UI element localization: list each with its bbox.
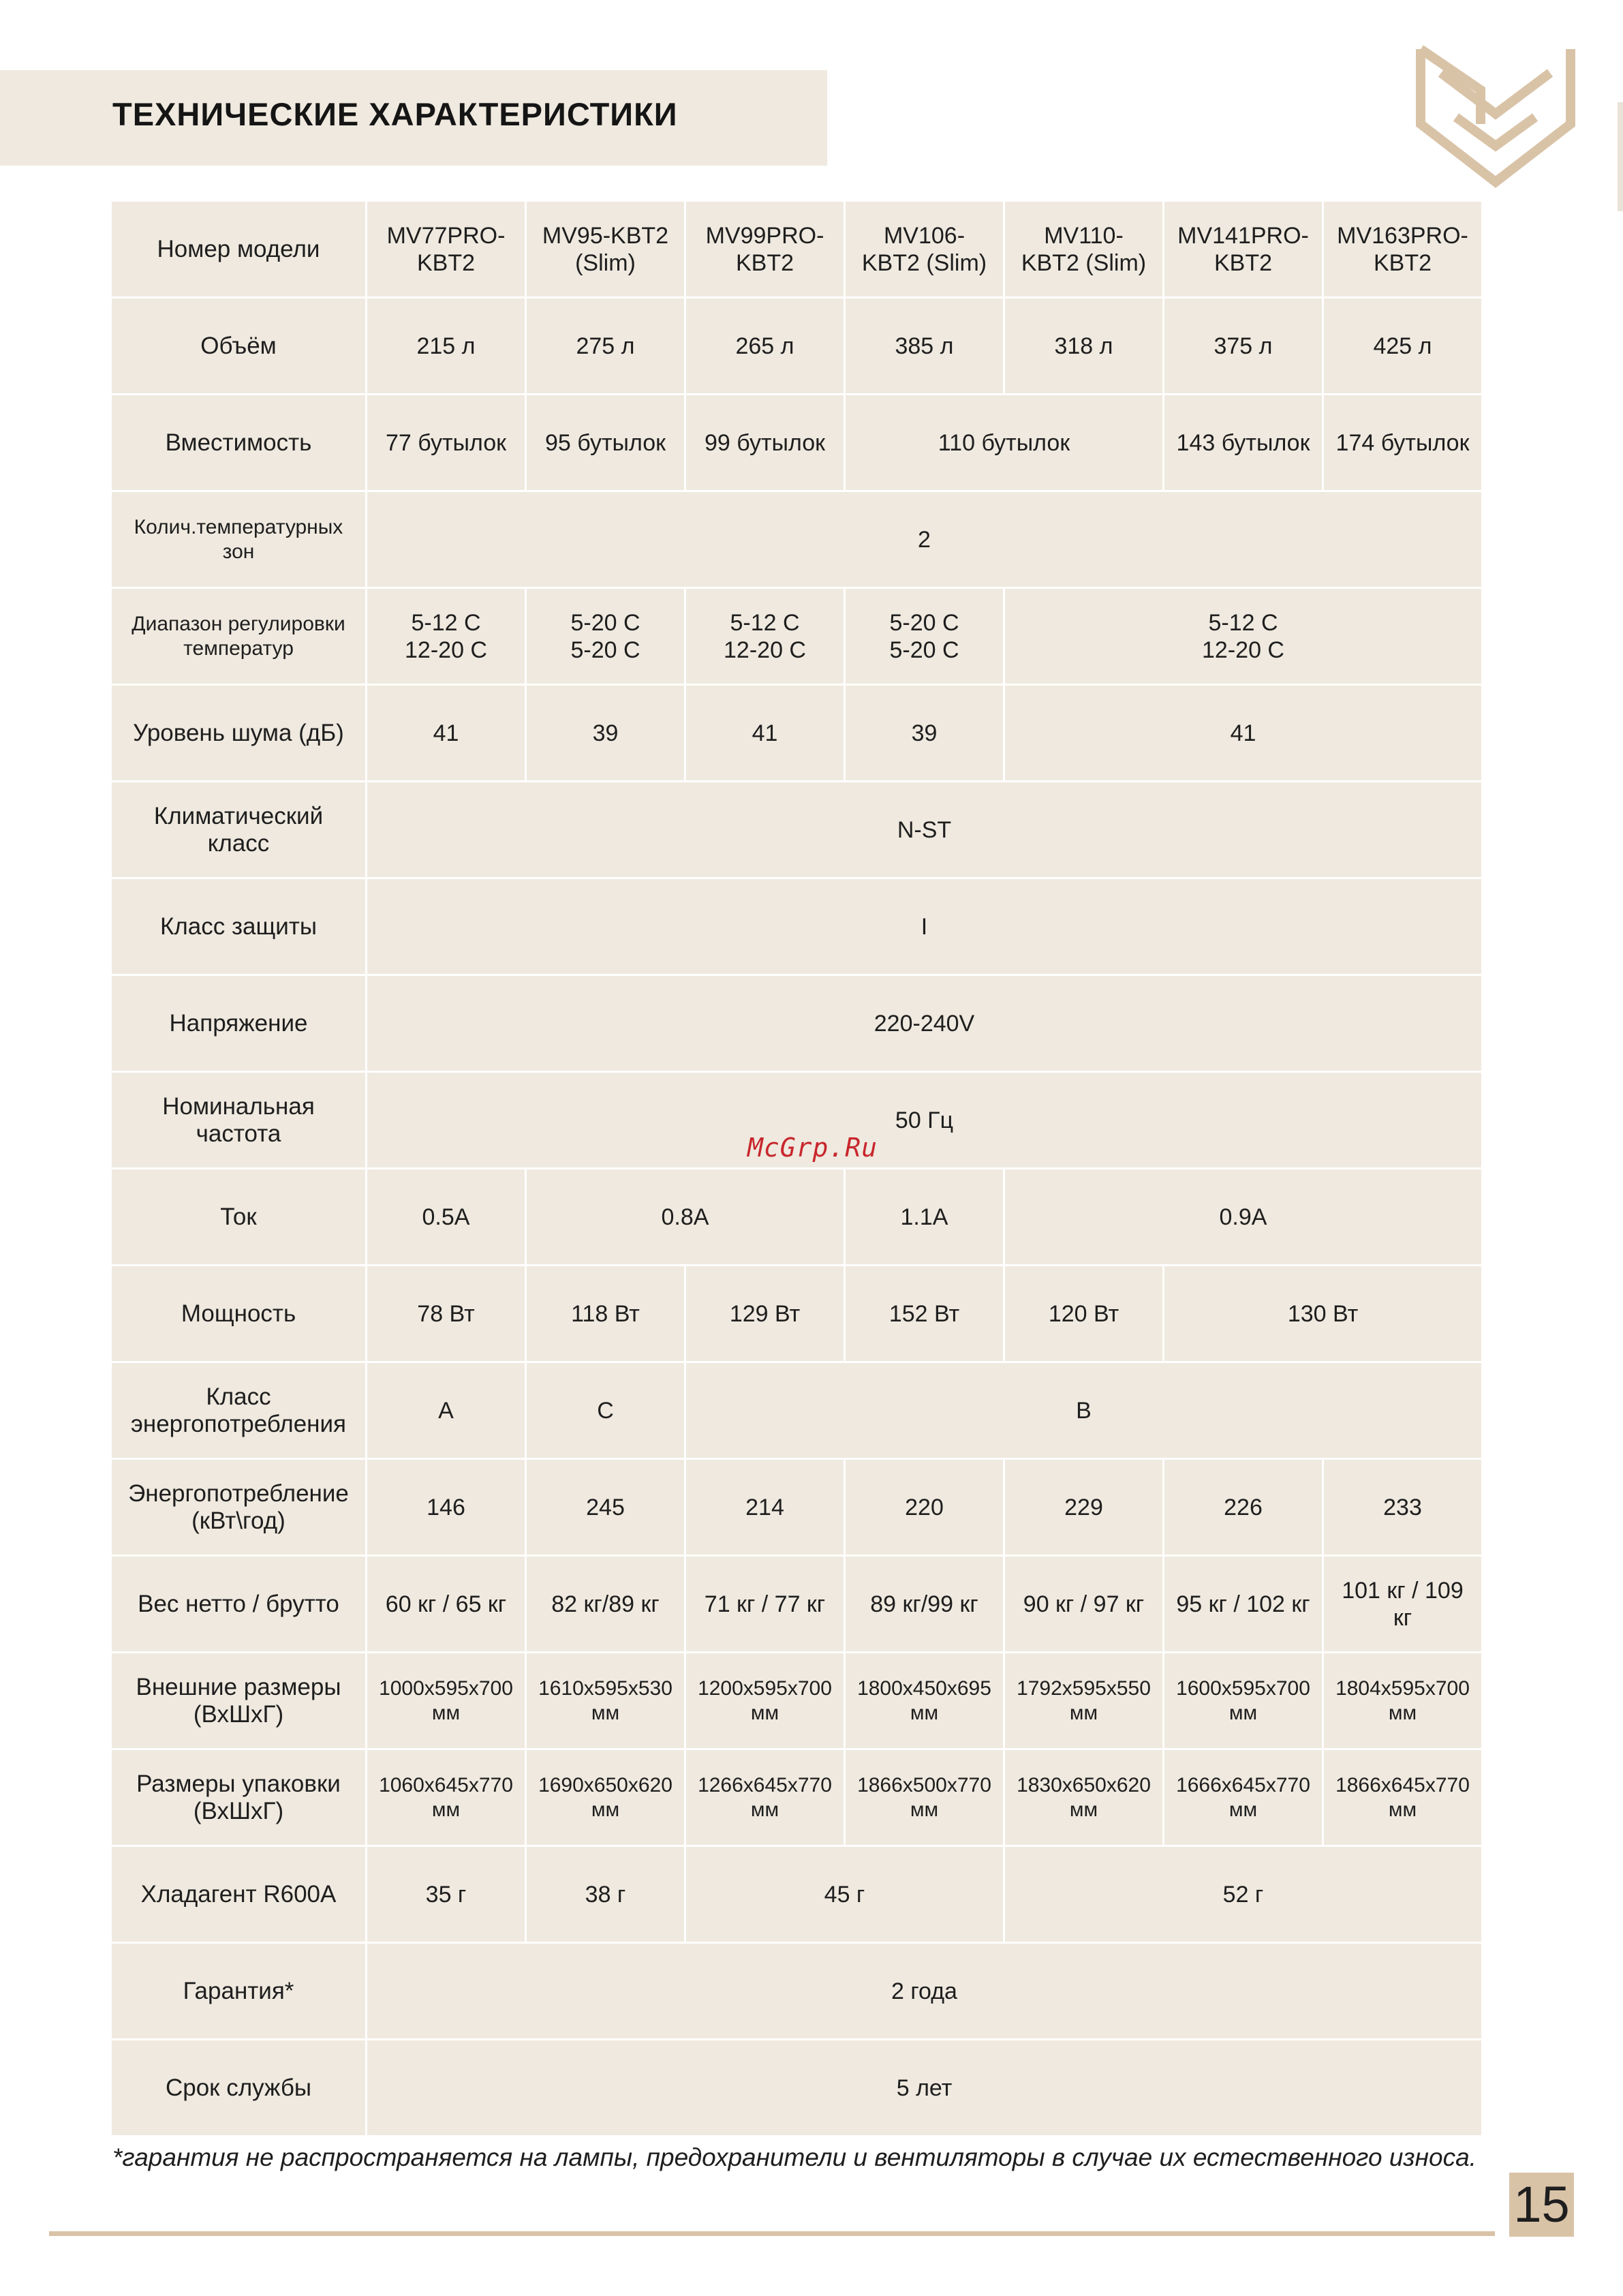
- row-label: Диапазон регулировки температур: [111, 588, 367, 685]
- cell-noise: 41: [685, 685, 845, 782]
- cell-dimensions: 1792x595x550 мм: [1004, 1653, 1164, 1749]
- cell-model: MV110- KBT2 (Slim): [1004, 201, 1164, 298]
- row-climate-class: [111, 782, 1483, 878]
- cell-temp-range: 5-12 C 12-20 C: [1004, 588, 1483, 685]
- row-dimensions: [111, 1653, 1483, 1749]
- cell-package: 1266x645x770 мм: [685, 1749, 845, 1846]
- cell-current: 1.1A: [845, 1169, 1004, 1266]
- cell-temp-range: 5-20 C 5-20 C: [526, 588, 685, 685]
- page-title: ТЕХНИЧЕСКИЕ ХАРАКТЕРИСТИКИ: [112, 96, 678, 132]
- cell-package: 1690x650x620 мм: [526, 1749, 685, 1846]
- cell-energy-use: 214: [685, 1459, 845, 1556]
- row-energy-consumption: [111, 1459, 1483, 1556]
- row-label: Номер модели: [111, 201, 367, 298]
- cell-weight: 60 кг / 65 кг: [367, 1556, 526, 1653]
- row-label: Колич.температурных зон: [111, 491, 367, 588]
- warranty-footnote: *гарантия не распространяется на лампы, предохранители и вентиляторы в случае их естественного износа.: [112, 2143, 1477, 2171]
- cell-temp-range: 5-20 C 5-20 C: [845, 588, 1004, 685]
- cell-package: 1866x500x770 мм: [845, 1749, 1004, 1846]
- cell-model: MV141PRO- KBT2: [1164, 201, 1323, 298]
- cell-model: MV77PRO- KBT2: [367, 201, 526, 298]
- cell-refrigerant: 45 г: [685, 1846, 1004, 1943]
- row-label: Срок службы: [111, 2040, 367, 2137]
- cell-climate-class: N-ST: [367, 782, 1483, 878]
- cell-capacity: 77 бутылок: [367, 395, 526, 491]
- cell-energy-use: 245: [526, 1459, 685, 1556]
- cell-temp-range: 5-12 C 12-20 C: [685, 588, 845, 685]
- cell-volume: 375 л: [1164, 298, 1323, 395]
- row-label: Ток: [111, 1169, 367, 1266]
- specifications-table: [110, 200, 1483, 2137]
- cell-capacity: 110 бутылок: [845, 395, 1164, 491]
- cell-model: MV95-KBT2 (Slim): [526, 201, 685, 298]
- row-label: Хладагент R600A: [111, 1846, 367, 1943]
- cell-current: 0.9A: [1004, 1169, 1483, 1266]
- cell-volume: 275 л: [526, 298, 685, 395]
- watermark-text: McGrp.Ru: [747, 1133, 878, 1163]
- row-refrigerant: [111, 1846, 1483, 1943]
- cell-energy-use: 233: [1323, 1459, 1483, 1556]
- cell-zones: 2: [367, 491, 1483, 588]
- cell-capacity: 143 бутылок: [1164, 395, 1323, 491]
- row-label: Класс защиты: [111, 878, 367, 975]
- cell-model: MV163PRO- KBT2: [1323, 201, 1483, 298]
- brand-chevron-logo-icon: [1414, 42, 1577, 192]
- row-warranty: [111, 1943, 1483, 2040]
- cell-power: 129 Вт: [685, 1266, 845, 1362]
- cell-warranty: 2 года: [367, 1943, 1483, 2040]
- row-label: Внешние размеры (ВхШхГ): [111, 1653, 367, 1749]
- cell-weight: 95 кг / 102 кг: [1164, 1556, 1323, 1653]
- cell-capacity: 95 бутылок: [526, 395, 685, 491]
- cell-power: 120 Вт: [1004, 1266, 1164, 1362]
- cell-voltage: 220-240V: [367, 975, 1483, 1072]
- cell-model: MV99PRO- KBT2: [685, 201, 845, 298]
- cell-power: 78 Вт: [367, 1266, 526, 1362]
- row-service-life: [111, 2040, 1483, 2137]
- cell-current: 0.5A: [367, 1169, 526, 1266]
- row-label: Размеры упаковки (ВхШхГ): [111, 1749, 367, 1846]
- cell-energy-use: 146: [367, 1459, 526, 1556]
- cell-volume: 385 л: [845, 298, 1004, 395]
- row-voltage: [111, 975, 1483, 1072]
- cell-weight: 71 кг / 77 кг: [685, 1556, 845, 1653]
- row-label: Уровень шума (дБ): [111, 685, 367, 782]
- row-volume: [111, 298, 1483, 395]
- cell-noise: 41: [1004, 685, 1483, 782]
- row-label: Класс энергопотребления: [111, 1362, 367, 1459]
- row-label: Мощность: [111, 1266, 367, 1362]
- row-label: Номинальная частота: [111, 1072, 367, 1169]
- row-label: Гарантия*: [111, 1943, 367, 2040]
- cell-frequency: 50 Гц: [367, 1072, 1483, 1169]
- row-package-dimensions: [111, 1749, 1483, 1846]
- cell-model: MV106- KBT2 (Slim): [845, 201, 1004, 298]
- cell-energy-use: 226: [1164, 1459, 1323, 1556]
- row-label: Вместимость: [111, 395, 367, 491]
- cell-noise: 41: [367, 685, 526, 782]
- cell-package: 1830x650x620 мм: [1004, 1749, 1164, 1846]
- cell-volume: 318 л: [1004, 298, 1164, 395]
- cell-refrigerant: 38 г: [526, 1846, 685, 1943]
- row-energy-class: [111, 1362, 1483, 1459]
- row-protection-class: [111, 878, 1483, 975]
- cell-energy-class: C: [526, 1362, 685, 1459]
- cell-current: 0.8A: [526, 1169, 845, 1266]
- row-capacity: [111, 395, 1483, 491]
- row-label: Вес нетто / брутто: [111, 1556, 367, 1653]
- row-current: [111, 1169, 1483, 1266]
- cell-weight: 90 кг / 97 кг: [1004, 1556, 1164, 1653]
- cell-energy-class: A: [367, 1362, 526, 1459]
- cell-refrigerant: 52 г: [1004, 1846, 1483, 1943]
- row-label: Объём: [111, 298, 367, 395]
- cell-temp-range: 5-12 C 12-20 C: [367, 588, 526, 685]
- cell-power: 152 Вт: [845, 1266, 1004, 1362]
- cell-dimensions: 1610x595x530 мм: [526, 1653, 685, 1749]
- cell-package: 1060x645x770 мм: [367, 1749, 526, 1846]
- row-temperature-zones: [111, 491, 1483, 588]
- cell-noise: 39: [526, 685, 685, 782]
- cell-capacity: 174 бутылок: [1323, 395, 1483, 491]
- cell-energy-use: 220: [845, 1459, 1004, 1556]
- cell-noise: 39: [845, 685, 1004, 782]
- row-power: [111, 1266, 1483, 1362]
- row-model-number: [111, 201, 1483, 298]
- cell-power: 118 Вт: [526, 1266, 685, 1362]
- cell-dimensions: 1200x595x700 мм: [685, 1653, 845, 1749]
- cell-energy-use: 229: [1004, 1459, 1164, 1556]
- cell-weight: 101 кг / 109 кг: [1323, 1556, 1483, 1653]
- cell-refrigerant: 35 г: [367, 1846, 526, 1943]
- row-label: Климатический класс: [111, 782, 367, 878]
- cell-dimensions: 1800x450x695 мм: [845, 1653, 1004, 1749]
- cell-volume: 425 л: [1323, 298, 1483, 395]
- cell-dimensions: 1600x595x700 мм: [1164, 1653, 1323, 1749]
- page-number: 15: [1509, 2173, 1574, 2237]
- cell-volume: 265 л: [685, 298, 845, 395]
- page-edge-strip: [1618, 102, 1623, 211]
- bottom-divider: [49, 2231, 1495, 2236]
- cell-capacity: 99 бутылок: [685, 395, 845, 491]
- row-temperature-range: [111, 588, 1483, 685]
- cell-volume: 215 л: [367, 298, 526, 395]
- cell-energy-class: B: [685, 1362, 1483, 1459]
- cell-protection-class: I: [367, 878, 1483, 975]
- cell-dimensions: 1804x595x700 мм: [1323, 1653, 1483, 1749]
- row-weight: [111, 1556, 1483, 1653]
- cell-weight: 82 кг/89 кг: [526, 1556, 685, 1653]
- cell-power: 130 Вт: [1164, 1266, 1483, 1362]
- cell-weight: 89 кг/99 кг: [845, 1556, 1004, 1653]
- cell-package: 1666x645x770 мм: [1164, 1749, 1323, 1846]
- cell-package: 1866x645x770 мм: [1323, 1749, 1483, 1846]
- row-label: Напряжение: [111, 975, 367, 1072]
- row-label: Энергопотребление (кВт\год): [111, 1459, 367, 1556]
- cell-dimensions: 1000x595x700 мм: [367, 1653, 526, 1749]
- row-noise: [111, 685, 1483, 782]
- cell-service-life: 5 лет: [367, 2040, 1483, 2137]
